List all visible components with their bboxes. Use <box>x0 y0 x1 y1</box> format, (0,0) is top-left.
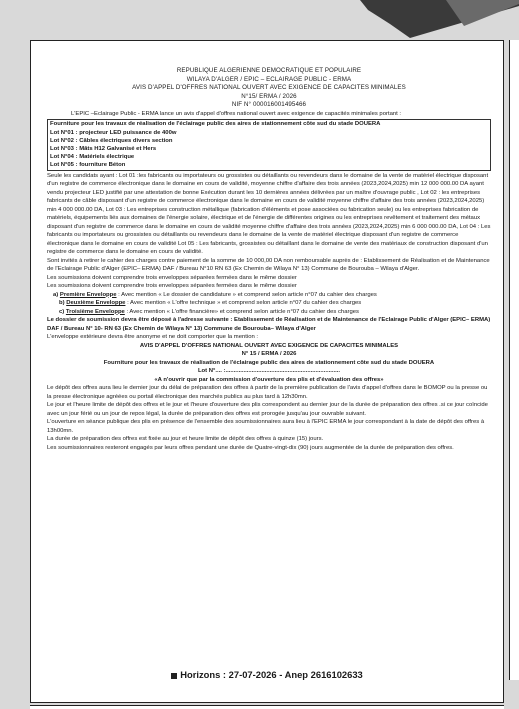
lot-item: Lot N°02 : Câbles électriques divers section <box>50 137 173 144</box>
tender-notice <box>30 40 504 703</box>
square-bullet-icon <box>171 673 177 679</box>
envelope-item: a) Première Enveloppe : Avec mention « Le dossier de candidature » et comprend selon article n°07 du cahier des charges <box>53 291 377 298</box>
header-nif: NIF N° 000016001495466 <box>231 101 307 109</box>
anonymous-note: L'enveloppe extérieure devra être anonyme et ne doit comporter que la mention : <box>47 334 259 341</box>
envelope-item: c) Troisième Enveloppe : Avec mention « L'offre financière» et comprend selon article n°07 du cahier des charges <box>59 308 359 315</box>
lot-item: Lot N°05 : fourniture Béton <box>50 162 126 169</box>
submission-line: Les soumissions doivent comprendre trois enveloppes séparées fermées dans le même dossier <box>47 274 297 281</box>
validity-text: Les soumissionnaires resteront engagés par leurs offres pendant une durée de Quatre-vingt-dix (90) jours augmentée de la durée de préparation des offres. <box>47 444 454 451</box>
adjacent-page-strip <box>509 40 519 680</box>
envelope-name: Première Enveloppe <box>59 291 117 298</box>
withdraw-text: Sont invités à retirer le cahier des charges contre paiement de la somme de 10 000,00 DA non remboursable auprès de : Etablissement de Réalisation et de Maintenance de l'Eclairage Public d'Alger (EPIC– ERMA) DAF / Bureau N°10 RN 63 (Ex Chemin de Wilaya N° 13) Commune de Bourouba – Wilaya d'Alger. <box>47 257 490 273</box>
deposit-address: Le dossier de soumission devra être déposé à l'adresse suivante : Etablissement de Réalisation et de Maintenance de l'Eclairage Public d'Alger (EPIC– ERMA) DAF / Bureau N° 10- RN 63 (Ex Chemin de Wilaya N° 13) Commune de Bourouba– Wilaya d'Alger <box>47 317 491 332</box>
notice-header <box>47 67 491 110</box>
duration-text: La durée de préparation des offres est fixée au jour et heure limite de dépôt des offres à quinze (15) jours. <box>47 436 324 443</box>
envelope-item: b) Deuxième Enveloppe : Avec mention « L'offre technique » et comprend selon article n°07 du cahier des charges <box>59 300 362 307</box>
lots-subject: Fourniture pour les travaux de réalisation de l'éclairage public des aires de stationnement côte sud du stade DOUERA <box>50 121 381 128</box>
publication-footer: Horizons : 27-07-2026 - Anep 2616102633 <box>31 669 503 680</box>
opening-day-text: Le jour et l'heure limite de dépôt des offres et le jour et l'heure d'ouverture des plis correspondent au dernier jour de la durée de préparation des offres .si ce jour coïncide avec un jour férié ou un jour de repos légal, la durée de préparation des offres est prorogée jusqu'au jour ouvrable suivant. <box>47 402 488 417</box>
adjacent-page-strip-bottom <box>30 705 504 709</box>
envelope-name: Troisième Enveloppe <box>65 308 125 315</box>
lot-item: Lot N°01 : projecteur LED puissance de 400w <box>50 129 177 136</box>
envelope-mention: AVIS D'APPEL D'OFFRES NATIONAL OUVERT AVEC EXIGENCE DE CAPACITES MINIMALES N° 15 / ERMA / 2026 Fourniture pour les travaux de réalisation de l'éclairage public des aires de stationnement côte sud du stade DOUERA Lot N°.... :...................................................................... «A n'ouvrir que par la commission d'ouverture des plis et d'évaluation des offres» <box>103 342 435 383</box>
deposit-date-text: Le dépôt des offres aura lieu le dernier jour du délai de préparation des offres à partir de la première publication de l'avis d'appel d'offres dans le BOMOP ou la presse ou la presse électronique agréées ou portail électronique des marchés publics au plus tard à 12h30mn. <box>47 385 488 400</box>
submission-line: Les soumissions doivent comprendre trois enveloppes séparées fermées dans le même dossier <box>47 283 297 290</box>
header-title: AVIS D'APPEL D'OFFRES NATIONAL OUVERT AVEC EXIGENCE DE CAPACITES MINIMALES <box>132 84 406 92</box>
lots-box <box>47 119 491 170</box>
header-wilaya: WILAYA D'ALGER / EPIC – ECLAIRAGE PUBLIC - ERMA <box>186 75 352 83</box>
header-republic: REPUBLIQUE ALGERIENNE DEMOCRATIQUE ET POPULAIRE <box>176 67 362 74</box>
lot-item: Lot N°03 : Mâts H12 Galvanisé et Hers <box>50 146 157 153</box>
opening-session-text: L'ouverture en séance publique des plis en présence de l'ensemble des soumissionnaires aura lieu à l'EPIC ERMA le jour correspondant à la date de dépôt des offres à 13h00mn. <box>47 419 485 434</box>
intro-text: L'EPIC –Eclairage Public - ERMA lance un avis d'appel d'offres national ouvert avec exigence de capacités minimales portant : <box>71 110 402 117</box>
lot-item: Lot N°04 : Matériels électrique <box>50 154 135 161</box>
eligibility-text: Seule les candidats ayant : Lot 01 :les fabricants ou importateurs ou grossistes ou détaillants ou revendeurs dans le domaine de la vente de matériel électrique disposant d'un registre de commerce électronique dans le domaine en cours de validité, moyenne chiffre d'affaire des trois années (2023,2024,2025) min 12 000 000.00 DA ayant vendu projecteur LED justifié par une attestation de bonne Exécution durant les 10 dernières années délivrées par un maître d'ouvrage public , Lot 02 : les entreprises fabricants de câble disposant d'un registre de commerce électronique dans le domaine en cours de validité moyenne chiffre d'affaire des trois années (2023,2024,2025) min 4 000 000.00 DA, Lot 03 : Les entreprises construction métallique (fabrication d'éléments et pose associées ou fabrication seule) ou les entreprises fabrication de matériels, équipements liés aux domaines de l'énergie solaire, électrique et de l'énergie de différentes origines ou les entreprises revêtement et traitement des métaux disposant d'un registre de commerce dans le domaine en cours de validité moyenne chiffre d'affaire des trois années (2023,2024,2025) min 6 000 000.00 DA, Lot 04 : Les fabricants ou importateurs ou grossistes ou détaillants ou revendeurs dans le domaine de la vente de matériel électrique disposant d'un registre de commerce électronique dans le domaine en cours de validité Lot 05 : Les fabricants, grossistes ou détaillant dans le domaine de vente des matériaux de construction disposant d'un registre de commerce dans le domaine en cours de validité. <box>47 172 491 256</box>
envelope-list <box>47 291 491 317</box>
envelope-name: Deuxième Enveloppe <box>66 300 126 307</box>
page-corner-decoration <box>250 0 519 40</box>
header-number: N°15/ ERMA / 2026 <box>241 92 297 100</box>
